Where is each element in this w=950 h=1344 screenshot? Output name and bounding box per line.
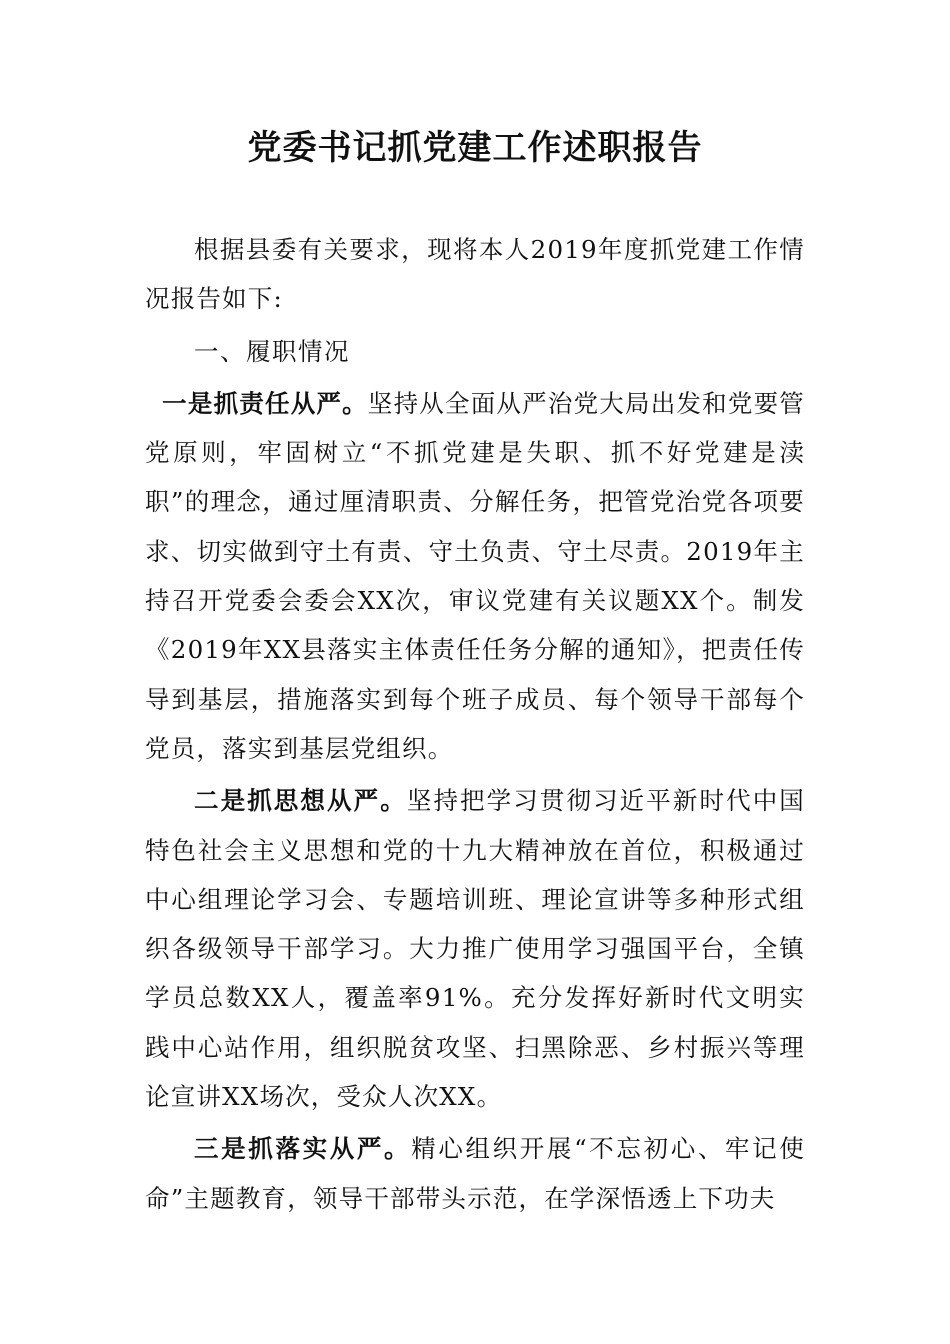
- item-text-1: 坚持从全面从严治党大局出发和党要管党原则，牢固树立“不抓党建是失职、抓不好党建是渎职”的理念，通过厘清职责、分解任务，把管党治党各项要求、切实做到守土有责、守土负责、守土尽责。2019年主持召开党委会委会XX次，审议党建有关议题XX个。制发《2019年XX县落实主体责任任务分解的通知》，把责任传导到基层，措施落实到每个班子成员、每个领导干部每个党员，落实到基层党组织。: [145, 388, 805, 763]
- item-lead-3: 三是抓落实从严。: [194, 1134, 412, 1164]
- item-lead-1: 一是抓责任从严。: [162, 388, 368, 418]
- item-paragraph-3: [145, 1124, 805, 1223]
- item-paragraph-1: [145, 379, 805, 773]
- item-lead-2: 二是抓思想从严。: [194, 786, 407, 816]
- item-text-3: 精心组织开展“不忘初心、牢记使命”主题教育，领导干部带头示范，在学深悟透上下功夫: [145, 1134, 805, 1213]
- item-text-2: 坚持把学习贯彻习近平新时代中国特色社会主义思想和党的十九大精神放在首位，积极通过中心组理论学习会、专题培训班、理论宣讲等多种形式组织各级领导干部学习。大力推广使用学习强国平台，全镇学员总数XX人，覆盖率91%。充分发挥好新时代文明实践中心站作用，组织脱贫攻坚、扫黑除恶、乡村振兴等理论宣讲XX场次，受众人次XX。: [145, 786, 805, 1112]
- document-body: [145, 225, 805, 1226]
- item-paragraph-2: [145, 776, 805, 1121]
- document-title: 党委书记抓党建工作述职报告: [247, 128, 703, 168]
- intro-paragraph: 根据县委有关要求，现将本人2019年度抓党建工作情况报告如下:: [145, 235, 805, 314]
- section-heading: 一、履职情况: [194, 336, 350, 366]
